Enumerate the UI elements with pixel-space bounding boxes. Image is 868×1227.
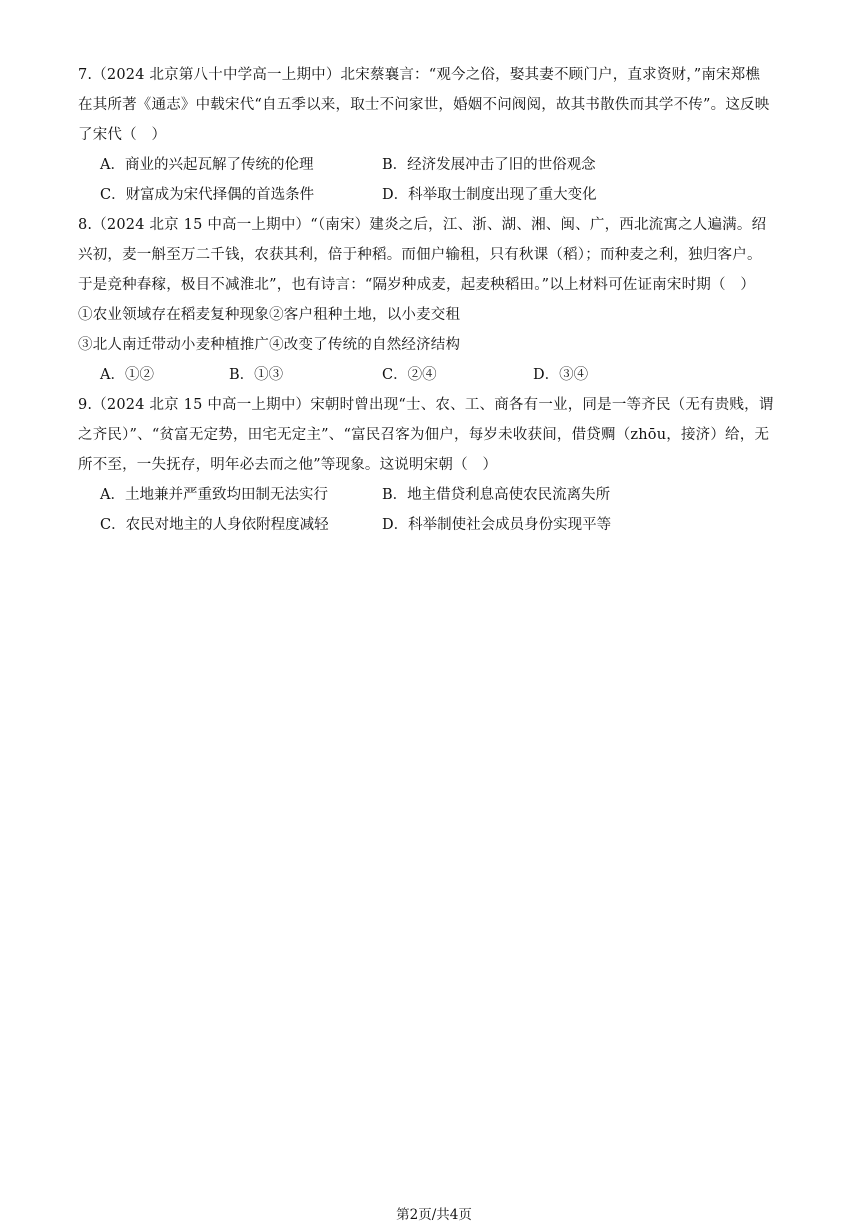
question-text-line: 所不至，一失抚存，明年必去而之他”等现象。这说明宋朝（ ） — [78, 457, 498, 473]
question-9-options — [100, 480, 790, 540]
question-8 — [78, 210, 790, 360]
question-9 — [78, 390, 790, 480]
question-text-line: 9.（2024 北京 15 中高一上期中）宋朝时曾出现“士、农、工、商各有一业，同是一等齐民（无有贵贱，谓 — [78, 397, 774, 413]
statement-line: ③北人南迁带动小麦种植推广④改变了传统的自然经济结构 — [78, 337, 461, 353]
question-text-line: 7.（2024 北京第八十中学高一上期中）北宋蔡襄言：“观今之俗，娶其妻不顾门户，直求资财，”南宋郑樵 — [78, 67, 761, 83]
question-7-options — [100, 150, 790, 210]
option-d: D．科举取士制度出现了重大变化 — [382, 187, 597, 203]
option-a: A．①② — [100, 367, 154, 383]
option-b: B．地主借贷利息高使农民流离失所 — [382, 487, 611, 503]
question-8-options — [100, 360, 790, 390]
page-number: 第2页/共4页 — [396, 1207, 472, 1223]
statement-line: ①农业领域存在稻麦复种现象②客户租种土地，以小麦交租 — [78, 307, 461, 323]
option-d: D．科举制使社会成员身份实现平等 — [382, 517, 612, 533]
question-text-line: 8.（2024 北京 15 中高一上期中）“（南宋）建炎之后，江、浙、湖、湘、闽、广，西北流寓之人遍满。绍 — [78, 217, 767, 233]
option-c: C．财富成为宋代择偶的首选条件 — [100, 187, 315, 203]
option-b: B．①③ — [229, 367, 284, 383]
option-c: C．农民对地主的人身依附程度减轻 — [100, 517, 329, 533]
option-d: D．③④ — [533, 367, 589, 383]
question-text-line: 了宋代（ ） — [78, 127, 167, 143]
option-c: C．②④ — [382, 367, 437, 383]
option-a: A．商业的兴起瓦解了传统的伦理 — [100, 157, 314, 173]
option-b: B．经济发展冲击了旧的世俗观念 — [382, 157, 596, 173]
question-text-line: 于是竞种春稼，极目不减淮北”，也有诗言：“隔岁种成麦，起麦秧稻田。”以上材料可佐证南宋时期（ ） — [78, 277, 756, 293]
question-text-line: 之齐民）”、“贫富无定势，田宅无定主”、“富民召客为佃户，每岁未收获间，借贷赒（zhōu，接济）给，无 — [78, 427, 770, 443]
question-text-line: 兴初，麦一斛至万二千钱，农获其利，倍于种稻。而佃户输租，只有秋课（稻）；而种麦之利，独归客户。 — [78, 247, 762, 263]
question-text-line: 在其所著《通志》中载宋代“自五季以来，取士不问家世，婚姻不问阀阅，故其书散佚而其学不传”。这反映 — [78, 97, 770, 113]
option-a: A．土地兼并严重致均田制无法实行 — [100, 487, 328, 503]
question-7 — [78, 60, 790, 150]
